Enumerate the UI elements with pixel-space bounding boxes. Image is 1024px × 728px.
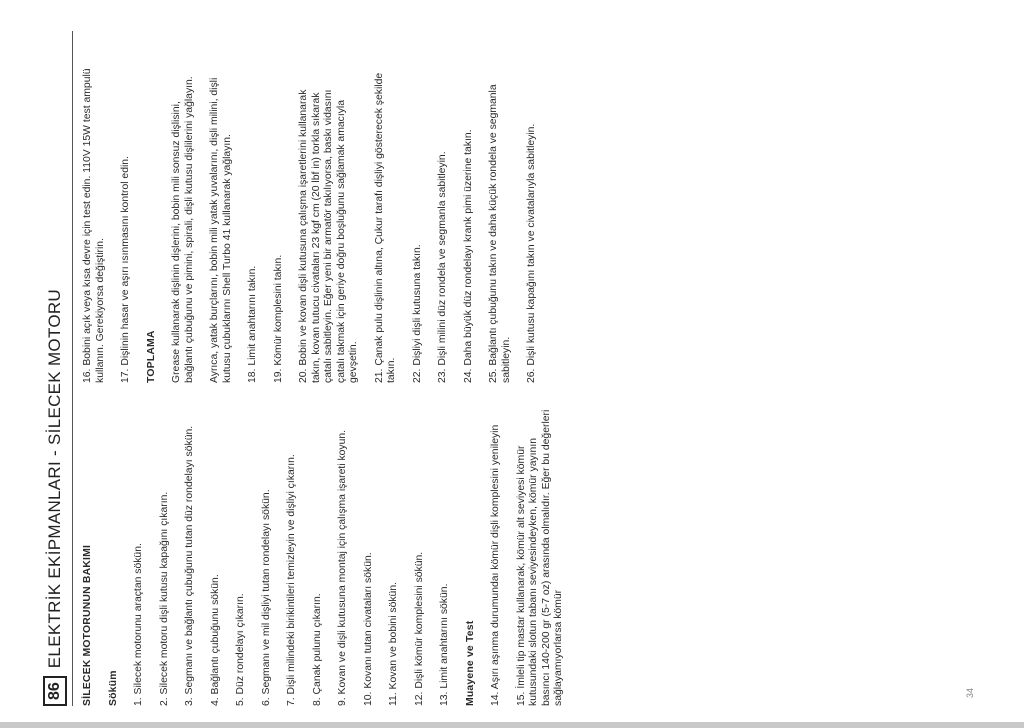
procedure-step: 11. Kovan ve bobini sökün. [388, 581, 399, 706]
procedure-step: 3. Segmanı ve bağlantı çubuğunu tutan düz rondelayı sökün. [184, 425, 195, 706]
section-heading: Muayene ve Test [464, 620, 476, 706]
procedure-step: 23. Dişli milini düz rondela ve segmanla sabitleyin. [437, 151, 448, 383]
procedure-step: 6. Segmanı ve mil dişliyi tutan rondelayı sökün. [260, 489, 272, 706]
procedure-step: 13. Limit anahtarını sökün. [439, 583, 450, 706]
scan-edge-band [0, 722, 1024, 728]
procedure-step: 2. Silecek motoru dişli kutusu kapağını çıkarın. [158, 491, 170, 706]
procedure-step: 4. Bağlantı çubuğunu sökün. [209, 574, 221, 706]
section-heading: Söküm [107, 670, 119, 706]
procedure-step: 10. Kovanı tutan civataları sökün. [362, 552, 374, 706]
header-rule [72, 31, 73, 706]
procedure-step: Ayrıca, yatak burçlarını, bobin mili yatak yuvalarını, dişli milini, dişli kutusu çubuklarını Shell Turbo 41 kullanarak yağlayın. [209, 77, 233, 383]
procedure-step: 26. Dişli kutusu kapağını takın ve civatalarıyla sabitleyin. [526, 123, 537, 383]
procedure-step: 14. Aşırı aşınma durumundaı kömür dişli komplesini yenileyin [490, 424, 501, 706]
page-number: 86 [43, 676, 67, 706]
procedure-step: 20. Bobin ve kovan dişli kutusuna çalışma işaretlerini kullanarak takın, kovan tutucu civataları 23 kgf cm (20 lbf in) torkla sıkarak çatalı sabitleyin. Eğer yeni bir armatör takılıyorsa, baskı vidasını çatalı takmak için geriye doğru boşluğunu sağlamak amacıyla gevşetin. [298, 89, 359, 383]
procedure-step: 21. Çanak pulu dişlinin altına, Çukur tarafı dişliyi gösterecek şekilde takın. [373, 72, 397, 383]
procedure-step: 22. Dişliyi dişli kutusuna takın. [411, 244, 423, 383]
section-heading: SİLECEK MOTORUNUN BAKIMI [82, 544, 93, 706]
page-title: ELEKTRİK EKİPMANLARI - SİLECEK MOTORU [45, 288, 64, 669]
procedure-step: 25. Bağlantı çubuğunu takın ve daha küçük rondela ve segmanla sabitleyin. [488, 84, 512, 383]
procedure-step: 8. Çanak pulunu çıkarın. [311, 593, 323, 706]
footer-mark: 34 [965, 687, 975, 698]
right-column [82, 68, 552, 383]
procedure-step: Grease kullanarak dişlinin dişlerini, bobin mili sonsuz dişlisini, bağlantı çubuğunu ve pimini, spirali, dişli kutusu dişlilerini yağlayın. [171, 76, 195, 383]
section-heading: TOPLAMA [145, 330, 157, 383]
procedure-step: 17. Dişlinin hasar ve aşırı ısınmasını kontrol edin. [120, 156, 131, 383]
procedure-step: 9. Kovan ve dişli kutusuna montaj için çalışma işareti koyun. [337, 429, 348, 706]
left-column [82, 406, 579, 706]
procedure-step: 15. İmleli tip mastar kullanarak, kömür alt seviyesi kömür kutusundaki slotun tabanı seviyesindeyken, kömür yayının basıncı 140-200 gr (5-7 oz) arasında olmalıdır. Eğer bu değerleri sağlayamıyorlarsa kömür [515, 409, 564, 706]
procedure-step: 19. Kömür komplesini takın. [272, 254, 284, 383]
procedure-step: 24. Daha büyük düz rondelayı krank pimi üzerine takın. [462, 129, 474, 383]
page-header [38, 26, 72, 706]
procedure-step: 5. Düz rondelayı çıkarın. [235, 593, 246, 706]
procedure-step: 12. Dişli kömür komplesini sökün. [413, 551, 425, 706]
procedure-step: 16. Bobini açık veya kısa devre için test edin. 110V 15W test ampulü kullanın. Gerekiyorsa değiştirin. [82, 68, 106, 383]
procedure-step: 7. Dişli milindeki birikintileri temizleyin ve dişliyi çıkarın. [286, 454, 297, 706]
procedure-step: 1. Silecek motorunu araçtan sökün. [133, 543, 144, 706]
procedure-step: 18. Limit anahtarını takın. [247, 265, 258, 383]
